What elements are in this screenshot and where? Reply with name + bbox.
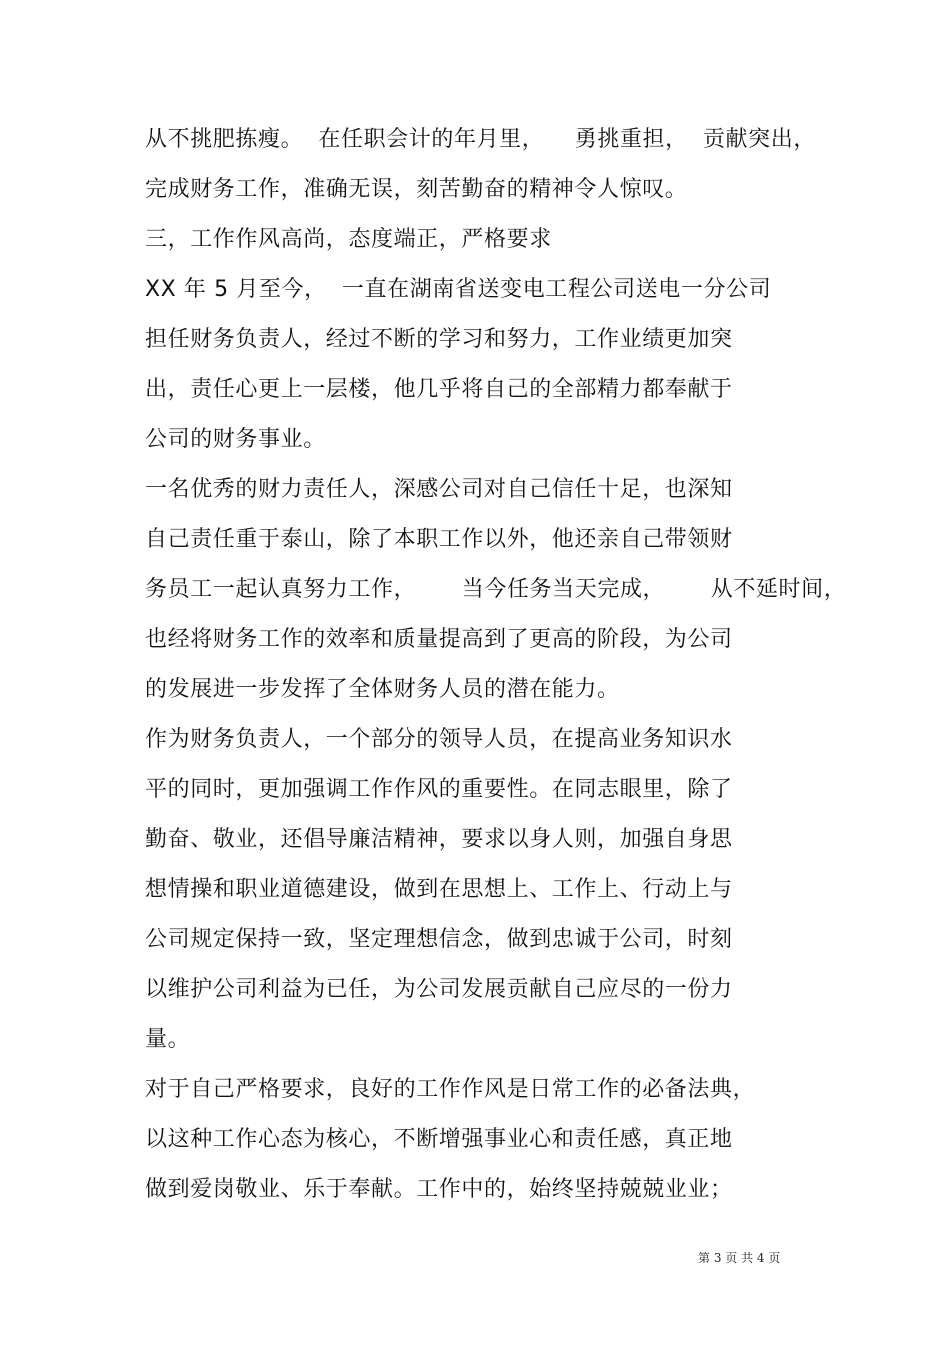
page-number: 第 3 页 共 4 页 (698, 1251, 781, 1265)
text-line: 担任财务负责人，经过不断的学习和努力，工作业绩更加突 (145, 327, 733, 352)
text-line: 公司的财务事业。 (145, 427, 326, 452)
text-line: 三，工作作风高尚，态度端正，严格要求 (145, 227, 552, 252)
text-line: 作为财务负责人，一个部分的领导人员，在提高业务知识水 (145, 727, 733, 752)
text-line: 量。 (145, 1027, 191, 1052)
text-line: 自己责任重于泰山，除了本职工作以外，他还亲自己带领财 (145, 527, 733, 552)
text-line: XX 年 5 月至今， 一直在湖南省送变电工程公司送电一分公司 (145, 277, 772, 302)
text-line: 出，责任心更上一层楼，他几乎将自己的全部精力都奉献于 (145, 377, 733, 402)
text-line: 一名优秀的财力责任人，深感公司对自己信任十足，也深知 (145, 477, 733, 502)
text-line: 务员工一起认真努力工作， 当今任务当天完成， 从不延时间， (145, 577, 847, 602)
text-line: 的发展进一步发挥了全体财务人员的潜在能力。 (145, 677, 620, 702)
text-line: 公司规定保持一致，坚定理想信念，做到忠诚于公司，时刻 (145, 927, 733, 952)
text-line: 也经将财务工作的效率和质量提高到了更高的阶段，为公司 (145, 627, 733, 652)
text-line: 完成财务工作，准确无误，刻苦勤奋的精神令人惊叹。 (145, 177, 688, 202)
text-line: 对于自己严格要求，良好的工作作风是日常工作的必备法典， (145, 1077, 756, 1102)
text-line: 以这种工作心态为核心，不断增强事业心和责任感，真正地 (145, 1127, 733, 1152)
text-line: 从不挑肥拣瘦。 在任职会计的年月里， 勇挑重担， 贡献突出， (145, 127, 816, 152)
text-line: 以维护公司利益为已任，为公司发展贡献自己应尽的一份力 (145, 977, 733, 1002)
text-line: 平的同时，更加强调工作作风的重要性。在同志眼里，除了 (145, 777, 733, 802)
text-line: 想情操和职业道德建设，做到在思想上、工作上、行动上与 (145, 877, 733, 902)
text-line: 做到爱岗敬业、乐于奉献。工作中的，始终坚持兢兢业业； (145, 1177, 733, 1202)
text-line: 勤奋、敬业，还倡导廉洁精神，要求以身人则，加强自身思 (145, 827, 733, 852)
